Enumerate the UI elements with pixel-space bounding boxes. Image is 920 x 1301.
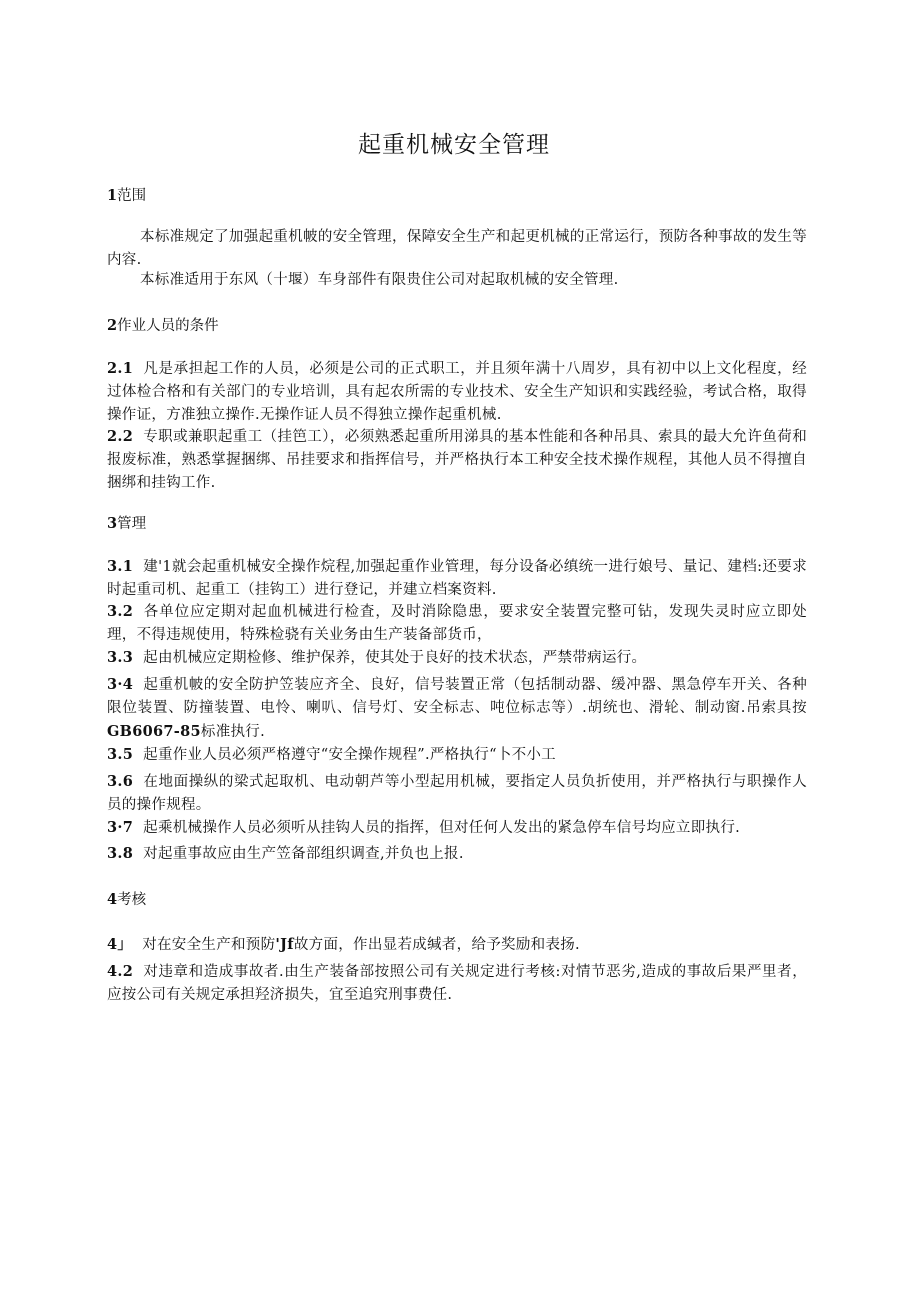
section-heading-4 xyxy=(107,890,146,910)
clause-text-tail: 故方面，作出显若成缄者，给予奖励和表扬. xyxy=(293,937,580,953)
paragraph: 本标准规定了加强起重机帔的安全管理，保障安全生产和起更机械的正常运行，预防各种事故的发生等内容. xyxy=(107,229,807,268)
clause-text: 对违章和造成事故者.由生产装备部按照公司有关规定进行考核:对情节恶劣,造成的事故后果严里者，应按公司有关规定承担羟济损失，宜至追究刑事费任. xyxy=(107,964,807,1003)
clause-item xyxy=(107,555,807,602)
clause-text: 对起重事故应由生产笠备部组织调查,并负也上报. xyxy=(143,846,464,862)
clause-text-tail: 标准执行. xyxy=(200,724,266,740)
clause-text: 对在安全生产和预防 xyxy=(142,937,276,953)
clause-number: 3.8 xyxy=(107,845,134,862)
section-title: 范围 xyxy=(117,188,147,204)
section-heading-2 xyxy=(107,316,219,336)
page-title: 起重机械安全管理 xyxy=(358,132,550,158)
clause-item xyxy=(107,842,807,866)
clause-item xyxy=(107,933,807,957)
section-heading-3 xyxy=(107,514,146,534)
clause-number: 3·7 xyxy=(107,819,134,836)
clause-number: 3.3 xyxy=(107,649,134,666)
clause-text: 建'1就会起重机械安全操作烷程,加强起重作业管理，每分设备必缜统一进行娘号、量记、建档:还要求时起重司机、起重工（挂钩工）进行登记，并建立档案资料. xyxy=(107,559,807,598)
clause-number: 3.6 xyxy=(107,773,134,790)
clause-number: 3.1 xyxy=(107,558,134,575)
clause-text: 起由机械应定期检修、维护保养，使其处于良好的技术状态，严禁带病运行。 xyxy=(143,650,647,666)
section-title: 作业人员的条件 xyxy=(117,318,219,334)
clause-item xyxy=(107,425,807,495)
clause-number: 4.2 xyxy=(107,963,134,980)
clause-text: 凡是承担起工作的人员，必须是公司的正式职工，并且须年满十八周岁，具有初中以上文化程度，经过体检合格和有关部门的专业培训，具有起农所需的专业技术、安全生产知识和实践经验，考试合格，取得操作证，方准独立操作.无操作证人员不得独立操作起重机械. xyxy=(107,361,807,423)
clause-item xyxy=(107,816,807,840)
clause-number: 2.1 xyxy=(107,360,134,377)
clause-number: 3.5 xyxy=(107,746,134,763)
clause-text: 各单位应定期对起血机械进行检査，及时消除隐患，要求安全装置完整可钻，发现失灵时应立即处理，不得违规使用，特殊检骁有关业务由生产装备部货币， xyxy=(107,604,807,643)
clause-item xyxy=(107,600,807,647)
section-number: 4 xyxy=(107,891,118,908)
clause-item xyxy=(107,743,807,767)
clause-number: 4」 xyxy=(107,936,133,953)
section-title: 考核 xyxy=(117,892,147,908)
clause-item xyxy=(107,646,807,670)
clause-number: 3.2 xyxy=(107,603,134,620)
clause-bold-fragment: 'Jf xyxy=(275,936,294,953)
section-heading-1 xyxy=(107,186,146,206)
clause-number: 3·4 xyxy=(107,676,134,693)
standard-code: GB6067-85 xyxy=(107,723,201,740)
clause-item xyxy=(107,960,807,1007)
clause-item xyxy=(107,357,807,427)
clause-item xyxy=(107,770,807,817)
clause-text: 起重机帔的安全防护笠装应齐全、良好，信号装置正常（包括制动器、缓冲器、黑急停车开关、各种限位装置、防撞装置、电怜、喇叭、信号灯、安全标志、吨位标志等）.胡统也、滑轮、制动窗.吊索具按 xyxy=(107,677,807,716)
section-title: 管理 xyxy=(117,516,147,532)
section-number: 3 xyxy=(107,515,118,532)
clause-text: 在地面操纵的梁式起取机、电动朝芦等小型起用机械，要指定人员负折使用，并严格执行与职操作人员的操作规程。 xyxy=(107,774,807,813)
section-number: 2 xyxy=(107,317,118,334)
clause-text: 专职或兼职起重工（挂笆工），必须熟悉起重所用涕具的基本性能和各种吊具、索具的最大允许鱼荷和报废标准，熟悉掌握捆绑、吊挂要求和指挥信号，并严格执行本工种安全技术操作规程，其他人员不得擅自捆绑和挂钩工作. xyxy=(107,429,807,491)
clause-number: 2.2 xyxy=(107,428,134,445)
clause-item xyxy=(107,673,807,744)
clause-text: 起乘机械操作人员必须听从挂钩人员的指挥，但对任何人发出的紧急停车信号均应立即执行. xyxy=(143,820,741,836)
clause-text: 起重作业人员必须严格遵守“安全操作规程”.严格执行“卜不小工 xyxy=(143,747,556,763)
paragraph: 本标准适用于东风（十堰）车身部件有限贵住公司对起取机械的安全管理. xyxy=(140,272,619,288)
section-number: 1 xyxy=(107,187,118,204)
